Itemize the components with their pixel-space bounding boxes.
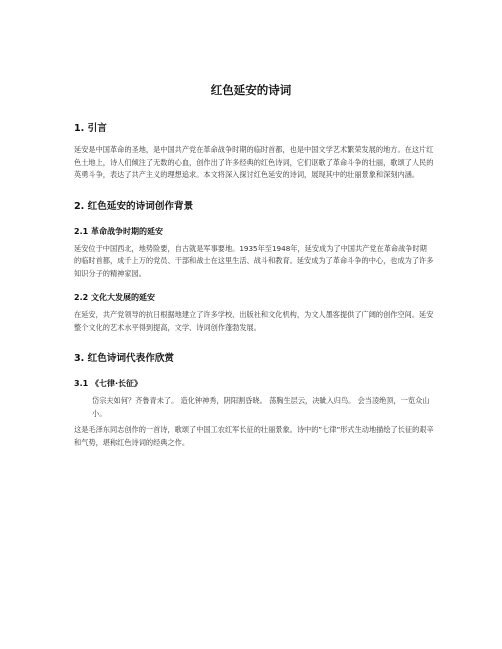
subsection-heading: 2.2 文化大发展的延安: [74, 293, 155, 302]
subsection-heading: 2.1 革命战争时期的延安: [74, 226, 163, 236]
section-masterpieces: [74, 352, 434, 449]
section-heading: 1. 引言: [74, 123, 107, 134]
document-title: 红色延安的诗词: [210, 83, 292, 97]
subsection-paragraph: 在延安，共产党领导的抗日根据地建立了许多学校、出版社和文化机构，为文人墨客提供了广阔的创作空间。延安整个文化的艺术水平得到提高，文学、诗词创作蓬勃发展。: [74, 310, 434, 332]
poem-text: 岱宗夫如何？齐鲁青未了。 造化钟神秀，阴阳割昏晓。 荡胸生层云，决眦入归鸟。 会当凌绝顶，一览众山小。: [92, 396, 430, 418]
section-heading: 3. 红色诗词代表作欣赏: [74, 353, 175, 364]
section-background: [74, 200, 434, 335]
section-introduction: [74, 122, 434, 182]
subsection-paragraph: 延安位于中国西北，地势险要，自古就是军事要地。1935年至1948年，延安成为了中国共产党在革命战争时期的临时首都，成千上万的党员、干部和战士在这里生活、战斗和教育。延安成为了革命斗争的中心，也成为了许多知识分子的精神家园。: [74, 243, 434, 278]
subsection-heading: 3.1 《七律·长征》: [74, 379, 142, 388]
section-heading: 2. 红色延安的诗词创作背景: [74, 200, 194, 212]
section-paragraph: 延安是中国革命的圣地，是中国共产党在革命战争时期的临时首都，也是中国文学艺术繁荣发展的地方。在这片红色土地上，诗人们倾注了无数的心血，创作出了许多经典的红色诗词，它们讴歌了革命斗争的壮丽，歌颂了人民的英勇斗争，表达了共产主义的理想追求。本文将深入探讨红色延安的诗词，展现其中的壮丽景象和深刻内涵。: [74, 145, 434, 179]
subsection-paragraph: 这是毛泽东同志创作的一首诗，歌颂了中国工农红军长征的壮丽景象。诗中的”七律”形式生动地描绘了长征的艰辛和气势，堪称红色诗词的经典之作。: [74, 425, 434, 447]
document-body: [74, 122, 434, 449]
